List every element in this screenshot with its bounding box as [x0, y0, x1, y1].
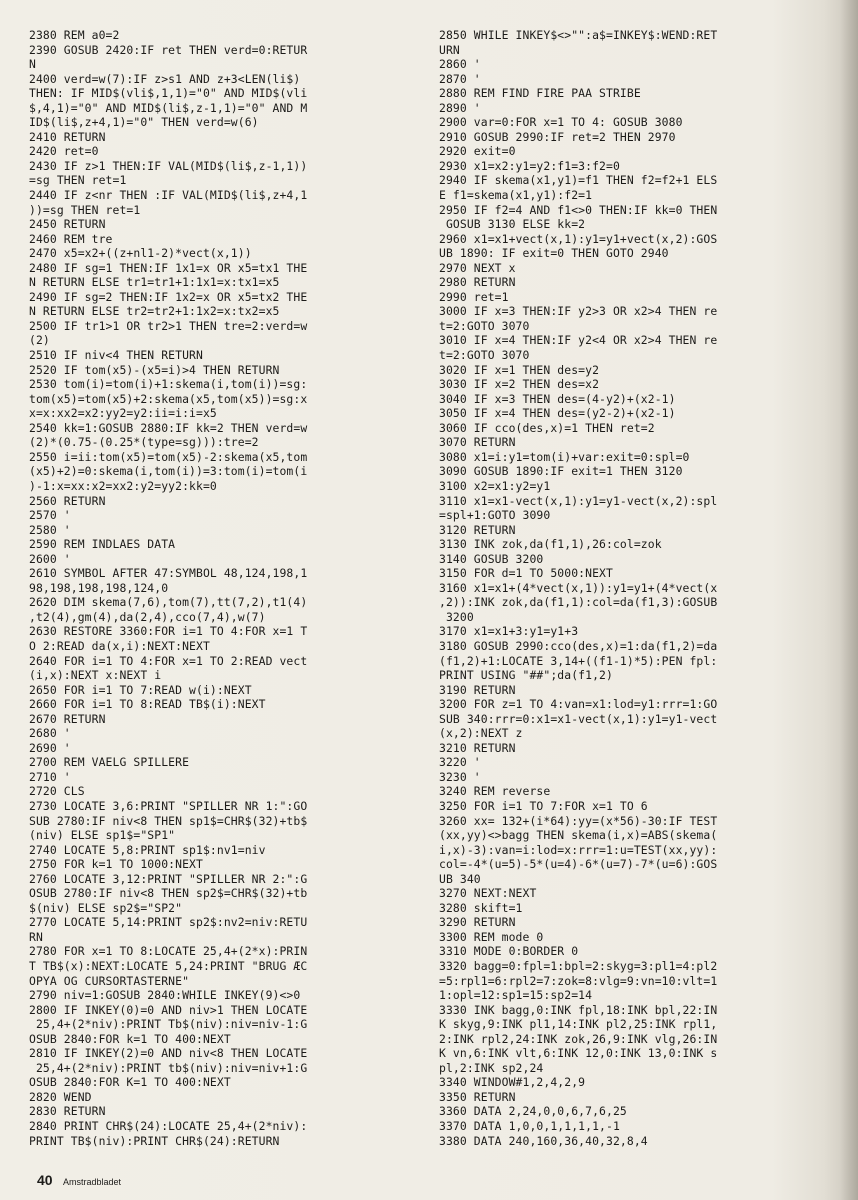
code-line: 3300 REM mode 0 [439, 929, 544, 944]
code-line: 3130 INK zok,da(f1,1),26:col=zok [439, 537, 662, 552]
code-line: 3020 IF x=1 THEN des=y2 [439, 362, 600, 377]
code-line: 2730 LOCATE 3,6:PRINT "SPILLER NR 1:":GO [29, 798, 308, 813]
code-line: 2870 ' [439, 71, 481, 86]
code-line: 3330 INK bagg,0:INK fpl,18:INK bpl,22:IN [439, 1002, 718, 1017]
code-line: 2460 REM tre [29, 231, 113, 246]
code-line: 2790 niv=1:GOSUB 2840:WHILE INKEY(9)<>0 [29, 988, 301, 1003]
publication-name: Amstradbladet [63, 1177, 122, 1187]
code-line: 3290 RETURN [439, 915, 516, 930]
code-line: UB 340 [439, 871, 481, 886]
code-line: 3060 IF cco(des,x)=1 THEN ret=2 [439, 420, 655, 435]
code-line: 2980 RETURN [439, 275, 516, 290]
code-line: 2380 REM a0=2 [29, 28, 120, 42]
code-line: 3030 IF x=2 THEN des=x2 [439, 377, 600, 392]
code-line: 2410 RETURN [29, 129, 106, 144]
code-line: 2770 LOCATE 5,14:PRINT sp2$:nv2=niv:RETU [29, 915, 308, 930]
code-line: 2700 REM VAELG SPILLERE [29, 755, 190, 770]
program-listing-left-column [29, 28, 399, 1148]
code-line: 3200 [439, 609, 474, 624]
code-line: N RETURN ELSE tr2=tr2+1:1x2=x:tx2=x5 [29, 304, 280, 319]
code-line: OSUB 2840:FOR k=1 TO 400:NEXT [29, 1031, 231, 1046]
code-line: T TB$(x):NEXT:LOCATE 5,24:PRINT "BRUG ÆC [29, 959, 308, 973]
code-line: 3080 x1=i:y1=tom(i)+var:exit=0:spl=0 [439, 449, 690, 464]
code-line: 2800 IF INKEY(0)=0 AND niv>1 THEN LOCATE [29, 1002, 308, 1017]
code-line: RN [29, 929, 43, 944]
code-line: N [29, 57, 36, 72]
code-line: O 2:READ da(x,i):NEXT:NEXT [29, 638, 210, 653]
code-line: 3180 GOSUB 2990:cco(des,x)=1:da(f1,2)=da [439, 638, 718, 653]
code-line: 2670 RETURN [29, 711, 106, 726]
code-line: 2850 WHILE INKEY$<>"":a$=INKEY$:WEND:RET [439, 28, 718, 42]
code-line: 1:opl=12:sp1=15:sp2=14 [439, 988, 593, 1003]
code-line: 3340 WINDOW#1,2,4,2,9 [439, 1075, 586, 1090]
code-line: 3190 RETURN [439, 682, 516, 697]
code-line: 2390 GOSUB 2420:IF ret THEN verd=0:RETUR [29, 42, 308, 57]
code-line: 25,4+(2*niv):PRINT tb$(niv):niv=niv+1:G [29, 1060, 308, 1075]
code-line: x=x:xx2=x2:yy2=y2:ii=i:i=x5 [29, 406, 217, 421]
code-line: 3270 NEXT:NEXT [439, 886, 537, 901]
program-listing-right-column [439, 28, 819, 1148]
code-line: =spl+1:GOTO 3090 [439, 508, 551, 523]
code-line: 2830 RETURN [29, 1104, 106, 1119]
code-line: 2470 x5=x2+((z+nl1-2)*vect(x,1)) [29, 246, 252, 261]
code-line: 3100 x2=x1:y2=y1 [439, 478, 551, 493]
code-line: 2950 IF f2=4 AND f1<>0 THEN:IF kk=0 THEN [439, 202, 718, 217]
code-line: 2910 GOSUB 2990:IF ret=2 THEN 2970 [439, 129, 676, 144]
code-line: 2560 RETURN [29, 493, 106, 508]
code-line: 3360 DATA 2,24,0,0,6,7,6,25 [439, 1104, 627, 1119]
code-line: GOSUB 3130 ELSE kk=2 [439, 217, 586, 232]
code-line: 2860 ' [439, 57, 481, 72]
code-line: pl,2:INK sp2,24 [439, 1060, 544, 1075]
code-line: 3000 IF x=3 THEN:IF y2>3 OR x2>4 THEN re [439, 304, 718, 319]
code-line: OPYA OG CURSORTASTERNE" [29, 973, 190, 988]
code-line: 25,4+(2*niv):PRINT Tb$(niv):niv=niv-1:G [29, 1017, 308, 1032]
code-line: 3160 x1=x1+(4*vect(x,1)):y1=y1+(4*vect(x [439, 580, 718, 595]
code-line: K skyg,9:INK pl1,14:INK pl2,25:INK rpl1, [439, 1017, 718, 1032]
code-line: 2610 SYMBOL AFTER 47:SYMBOL 48,124,198,1 [29, 566, 308, 581]
code-line: 3110 x1=x1-vect(x,1):y1=y1-vect(x,2):spl [439, 493, 718, 508]
code-line: 2880 REM FIND FIRE PAA STRIBE [439, 86, 641, 101]
code-line: 2450 RETURN [29, 217, 106, 232]
code-line: PRINT USING "##";da(f1,2) [439, 668, 613, 683]
code-line: 2990 ret=1 [439, 289, 509, 304]
code-line: 2510 IF niv<4 THEN RETURN [29, 348, 203, 363]
code-line: t=2:GOTO 3070 [439, 318, 530, 333]
code-line: )-1:x=xx:x2=xx2:y2=yy2:kk=0 [29, 478, 217, 493]
code-line: SUB 2780:IF niv<8 THEN sp1$=CHR$(32)+tb$ [29, 813, 308, 828]
code-line: 2520 IF tom(x5)-(x5=i)>4 THEN RETURN [29, 362, 280, 377]
code-line: (f1,2)+1:LOCATE 3,14+((f1-1)*5):PEN fpl: [439, 653, 718, 668]
code-line: 2660 FOR i=1 TO 8:READ TB$(i):NEXT [29, 697, 266, 712]
code-line: 3050 IF x=4 THEN des=(y2-2)+(x2-1) [439, 406, 676, 421]
code-line: 3260 xx= 132+(i*64):yy=(x*56)-30:IF TEST [439, 813, 718, 828]
code-line: N RETURN ELSE tr1=tr1+1:1x1=x:tx1=x5 [29, 275, 280, 290]
code-line: =sg THEN ret=1 [29, 173, 127, 188]
code-line: 2690 ' [29, 740, 71, 755]
code-line: 2440 IF z<nr THEN :IF VAL(MID$(li$,z+4,1 [29, 188, 308, 203]
code-line: 2890 ' [439, 100, 481, 115]
code-line: (x,2):NEXT z [439, 726, 523, 741]
code-line: 98,198,198,198,124,0 [29, 580, 169, 595]
code-line: 2540 kk=1:GOSUB 2880:IF kk=2 THEN verd=w [29, 420, 308, 435]
code-line: K vn,6:INK vlt,6:INK 12,0:INK 13,0:INK s [439, 1046, 718, 1061]
code-line: 3230 ' [439, 769, 481, 784]
code-line: i,x)-3):van=i:lod=x:rrr=1:u=TEST(xx,yy): [439, 842, 718, 857]
code-line: 2600 ' [29, 551, 71, 566]
code-line: (i,x):NEXT x:NEXT i [29, 668, 162, 683]
code-line: 3220 ' [439, 755, 481, 770]
code-line: 3280 skift=1 [439, 900, 523, 915]
code-line: 2640 FOR i=1 TO 4:FOR x=1 TO 2:READ vect [29, 653, 308, 668]
code-line: 3090 GOSUB 1890:IF exit=1 THEN 3120 [439, 464, 683, 479]
code-line: 2550 i=ii:tom(x5)=tom(x5)-2:skema(x5,tom [29, 449, 308, 464]
code-line: 2650 FOR i=1 TO 7:READ w(i):NEXT [29, 682, 252, 697]
code-line: 3250 FOR i=1 TO 7:FOR x=1 TO 6 [439, 798, 648, 813]
code-line: 2530 tom(i)=tom(i)+1:skema(i,tom(i))=sg: [29, 377, 308, 392]
code-line: ,2)):INK zok,da(f1,1):col=da(f1,3):GOSUB [439, 595, 718, 610]
code-line: 3240 REM reverse [439, 784, 551, 799]
code-line: 2480 IF sg=1 THEN:IF 1x1=x OR x5=tx1 THE [29, 260, 308, 275]
code-line: (2)*(0.75-(0.25*(type=sg))):tre=2 [29, 435, 259, 450]
code-line: 3380 DATA 240,160,36,40,32,8,4 [439, 1133, 648, 1148]
code-line: 2920 exit=0 [439, 144, 516, 159]
code-line: 2760 LOCATE 3,12:PRINT "SPILLER NR 2:":G [29, 871, 308, 886]
code-line: 2900 var=0:FOR x=1 TO 4: GOSUB 3080 [439, 115, 683, 130]
code-line: 2:INK rpl2,24:INK zok,26,9:INK vlg,26:IN [439, 1031, 718, 1046]
code-line: $(niv) ELSE sp2$="SP2" [29, 900, 183, 915]
code-line: 2810 IF INKEY(2)=0 AND niv<8 THEN LOCATE [29, 1046, 308, 1061]
code-line: 2840 PRINT CHR$(24):LOCATE 25,4+(2*niv): [29, 1119, 308, 1134]
code-line: 2710 ' [29, 769, 71, 784]
code-line: SUB 340:rrr=0:x1=x1-vect(x,1):y1=y1-vect [439, 711, 718, 726]
code-line: 3210 RETURN [439, 740, 516, 755]
code-line: ))=sg THEN ret=1 [29, 202, 141, 217]
code-line: 3150 FOR d=1 TO 5000:NEXT [439, 566, 613, 581]
code-line: URN [439, 42, 460, 57]
code-line: 2590 REM INDLAES DATA [29, 537, 176, 552]
code-line: OSUB 2840:FOR K=1 TO 400:NEXT [29, 1075, 231, 1090]
code-line: 2680 ' [29, 726, 71, 741]
code-line: 2750 FOR k=1 TO 1000:NEXT [29, 857, 203, 872]
code-line: OSUB 2780:IF niv<8 THEN sp2$=CHR$(32)+tb [29, 886, 308, 901]
code-line: 2430 IF z>1 THEN:IF VAL(MID$(li$,z-1,1)) [29, 158, 308, 173]
code-line: ID$(li$,z+4,1)="0" THEN verd=w(6) [29, 115, 259, 130]
code-line: PRINT TB$(niv):PRINT CHR$(24):RETURN [29, 1133, 280, 1148]
code-line: t=2:GOTO 3070 [439, 348, 530, 363]
code-line: (niv) ELSE sp1$="SP1" [29, 828, 176, 843]
code-line: 3120 RETURN [439, 522, 516, 537]
binding-shadow [840, 0, 858, 1200]
code-line: 2970 NEXT x [439, 260, 516, 275]
code-line: 3040 IF x=3 THEN des=(4-y2)+(x2-1) [439, 391, 676, 406]
code-line: 3170 x1=x1+3:y1=y1+3 [439, 624, 579, 639]
code-line: tom(x5)=tom(x5)+2:skema(x5,tom(x5))=sg:x [29, 391, 308, 406]
code-line: 2780 FOR x=1 TO 8:LOCATE 25,4+(2*x):PRIN [29, 944, 308, 959]
code-line: col=-4*(u=5)-5*(u=4)-6*(u=7)-7*(u=6):GOS [439, 857, 718, 872]
code-line: E f1=skema(x1,y1):f2=1 [439, 188, 593, 203]
code-line: 2420 ret=0 [29, 144, 99, 159]
code-line: 2490 IF sg=2 THEN:IF 1x2=x OR x5=tx2 THE [29, 289, 308, 304]
code-line: ,t2(4),gm(4),da(2,4),cco(7,4),w(7) [29, 609, 266, 624]
code-line: =5:rpl1=6:rpl2=7:zok=8:vlg=9:vn=10:vlt=1 [439, 973, 718, 988]
code-line: (2) [29, 333, 50, 348]
code-line: 3070 RETURN [439, 435, 516, 450]
code-line: 2930 x1=x2:y1=y2:f1=3:f2=0 [439, 158, 620, 173]
code-line: 2720 CLS [29, 784, 85, 799]
code-line: THEN: IF MID$(vli$,1,1)="0" AND MID$(vli [29, 86, 308, 101]
code-line: 3370 DATA 1,0,0,1,1,1,1,-1 [439, 1119, 620, 1134]
code-line: 2500 IF tr1>1 OR tr2>1 THEN tre=2:verd=w [29, 318, 308, 333]
code-line: 3140 GOSUB 3200 [439, 551, 544, 566]
code-line: 2940 IF skema(x1,y1)=f1 THEN f2=f2+1 ELS [439, 173, 718, 188]
code-line: 2570 ' [29, 508, 71, 523]
code-line: $,4,1)="0" AND MID$(li$,z-1,1)="0" AND M [29, 100, 308, 115]
code-line: (xx,yy)<>bagg THEN skema(i,x)=ABS(skema( [439, 828, 718, 843]
code-line: 2400 verd=w(7):IF z>s1 AND z+3<LEN(li$) [29, 71, 301, 86]
code-line: 2620 DIM skema(7,6),tom(7),tt(7,2),t1(4) [29, 595, 308, 610]
code-line: 2740 LOCATE 5,8:PRINT sp1$:nv1=niv [29, 842, 266, 857]
code-line: 3310 MODE 0:BORDER 0 [439, 944, 579, 959]
code-line: 2960 x1=x1+vect(x,1):y1=y1+vect(x,2):GOS [439, 231, 718, 246]
code-line: 2820 WEND [29, 1089, 92, 1104]
page-footer [37, 1172, 121, 1190]
code-line: 3010 IF x=4 THEN:IF y2<4 OR x2>4 THEN re [439, 333, 718, 348]
code-line: UB 1890: IF exit=0 THEN GOTO 2940 [439, 246, 669, 261]
code-line: 3350 RETURN [439, 1089, 516, 1104]
code-line: 3200 FOR z=1 TO 4:van=x1:lod=y1:rrr=1:GO [439, 697, 718, 712]
code-line: 2580 ' [29, 522, 71, 537]
code-line: 2630 RESTORE 3360:FOR i=1 TO 4:FOR x=1 T [29, 624, 308, 639]
code-line: (x5)+2)=0:skema(i,tom(i))=3:tom(i)=tom(i [29, 464, 308, 479]
page-number: 40 [37, 1172, 53, 1188]
code-line: 3320 bagg=0:fpl=1:bpl=2:skyg=3:pl1=4:pl2 [439, 959, 718, 973]
